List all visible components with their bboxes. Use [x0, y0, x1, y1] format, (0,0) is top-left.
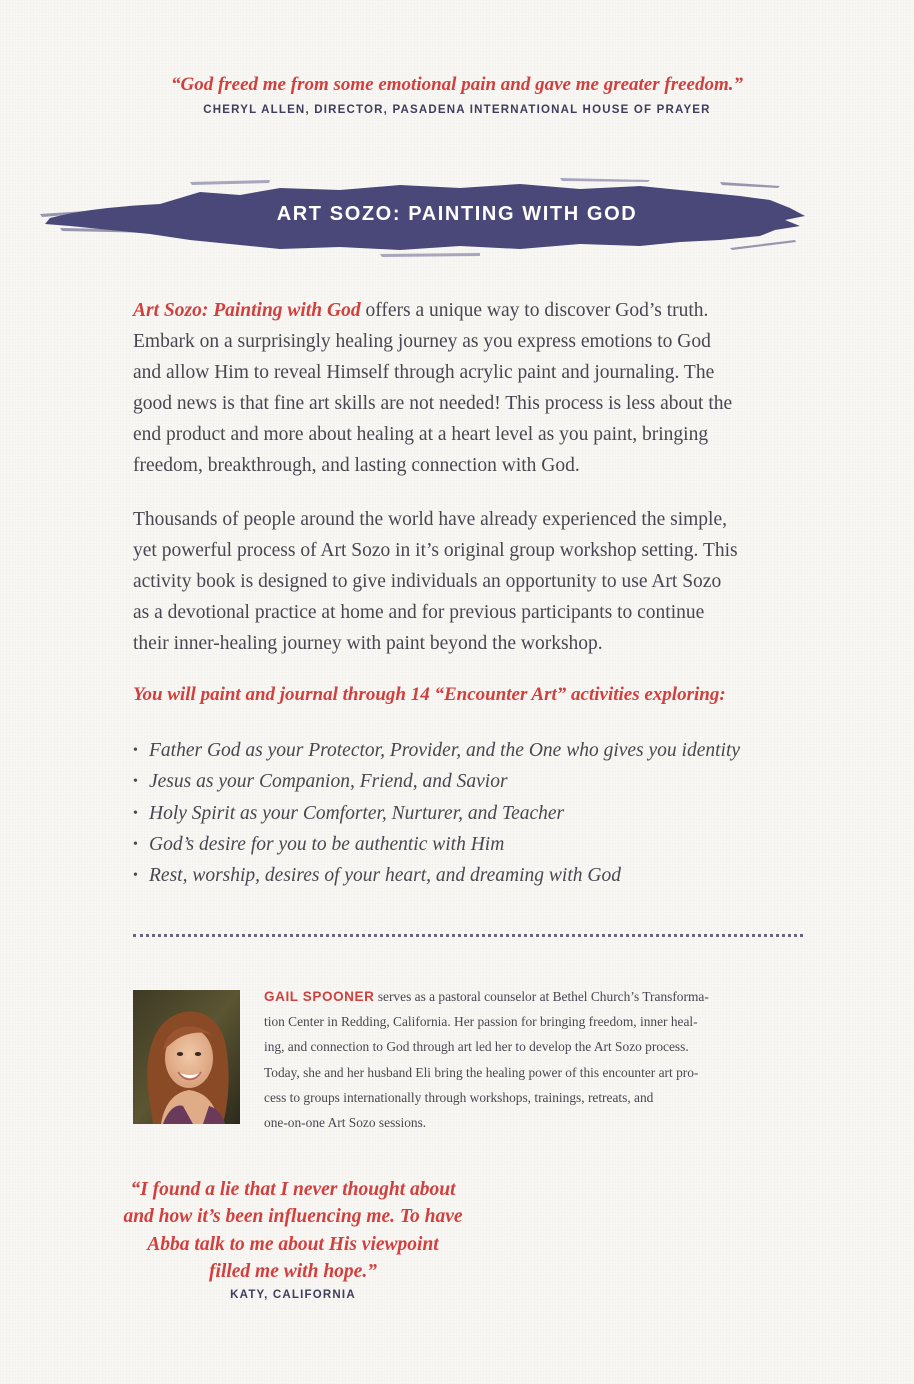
bullet-icon: •: [133, 868, 138, 884]
bio-line-4: Today, she and her husband Eli bring the healing power of this encounter art pro-: [264, 1064, 699, 1080]
paragraph-2-line-2: yet powerful process of Art Sozo in it’s original group workshop setting. This: [133, 540, 738, 561]
list-item-text: Father God as your Protector, Provider, and the One who gives you identity: [149, 740, 741, 761]
paragraph-2-line-3: activity book is designed to give individuals an opportunity to use Art Sozo: [133, 571, 722, 592]
bio-line-2: tion Center in Redding, California. Her passion for bringing freedom, inner heal-: [264, 1014, 698, 1030]
bottom-quote-text: [118, 1176, 468, 1285]
top-quote-text: “God freed me from some emotional pain and gave me greater freedom.”: [170, 74, 744, 95]
paragraph-1-line-4: good news is that fine art skills are not needed! This process is less about the: [133, 393, 733, 414]
bottom-quote-line-1: “I found a lie that I never thought about: [130, 1179, 456, 1200]
bio-line-1: [264, 984, 804, 1009]
author-photo: [133, 990, 240, 1124]
banner-title: ART SOZO: PAINTING WITH GOD: [276, 203, 638, 225]
bio-line-6: one-on-one Art Sozo sessions.: [264, 1115, 427, 1131]
paragraph-2-line-1: Thousands of people around the world have already experienced the simple,: [133, 509, 727, 530]
paragraph-1-line-1: [133, 295, 813, 326]
paragraph-1-line-6: freedom, breakthrough, and lasting connection with God.: [133, 455, 580, 476]
bullet-icon: •: [133, 805, 138, 821]
activities-intro: You will paint and journal through 14 “Encounter Art” activities exploring:: [133, 684, 726, 705]
bullet-icon: •: [133, 774, 138, 790]
top-testimonial: [0, 74, 914, 116]
paragraph-2-line-5: their inner-healing journey with paint beyond the workshop.: [133, 633, 603, 654]
activities-list: [133, 735, 833, 891]
list-item: [133, 860, 833, 891]
book-title-lead: Art Sozo: Painting with God: [133, 300, 361, 321]
list-item: [133, 798, 833, 829]
dotted-divider: [133, 934, 803, 937]
top-quote-attribution: CHERYL ALLEN, DIRECTOR, PASADENA INTERNATIONAL HOUSE OF PRAYER: [203, 104, 711, 116]
bullet-icon: •: [133, 743, 138, 758]
paragraph-1-line-3: and allow Him to reveal Himself through acrylic paint and journaling. The: [133, 362, 715, 383]
author-bio: [264, 984, 804, 1135]
bio-line-1-text: serves as a pastoral counselor at Bethel Church’s Transforma-: [374, 989, 709, 1004]
description-paragraph-1: [133, 295, 813, 481]
bottom-testimonial: [118, 1176, 468, 1301]
list-item: [133, 766, 833, 797]
bottom-quote-line-4: filled me with hope.”: [209, 1260, 377, 1282]
bio-line-3: ing, and connection to God through art led her to develop the Art Sozo process.: [264, 1039, 689, 1055]
paragraph-1-line-2: Embark on a surprisingly healing journey as you express emotions to God: [133, 331, 711, 352]
bottom-quote-attribution: KATY, CALIFORNIA: [230, 1289, 356, 1302]
bio-line-5: cess to groups internationally through workshops, trainings, retreats, and: [264, 1089, 654, 1105]
bottom-quote-line-2: and how it’s been influencing me. To have: [123, 1206, 463, 1228]
bottom-quote-line-3: Abba talk to me about His viewpoint: [147, 1233, 439, 1255]
list-item: [133, 735, 833, 766]
description-paragraph-2: [133, 504, 813, 659]
paragraph-1-line-5: end product and more about healing at a heart level as you paint, bringing: [133, 424, 709, 445]
paragraph-2-line-4: as a devotional practice at home and for previous participants to continue: [133, 602, 705, 623]
author-name: GAIL SPOONER: [264, 989, 375, 1004]
list-item-text: Rest, worship, desires of your heart, and dreaming with God: [149, 865, 621, 887]
list-item-text: Jesus as your Companion, Friend, and Savior: [149, 771, 508, 793]
list-item: [133, 829, 833, 860]
paragraph-1-line-1-text: offers a unique way to discover God’s truth.: [360, 300, 709, 321]
list-item-text: God’s desire for you to be authentic with Him: [149, 833, 505, 855]
list-item-text: Holy Spirit as your Comforter, Nurturer, and Teacher: [149, 802, 565, 824]
bullet-icon: •: [133, 836, 138, 852]
